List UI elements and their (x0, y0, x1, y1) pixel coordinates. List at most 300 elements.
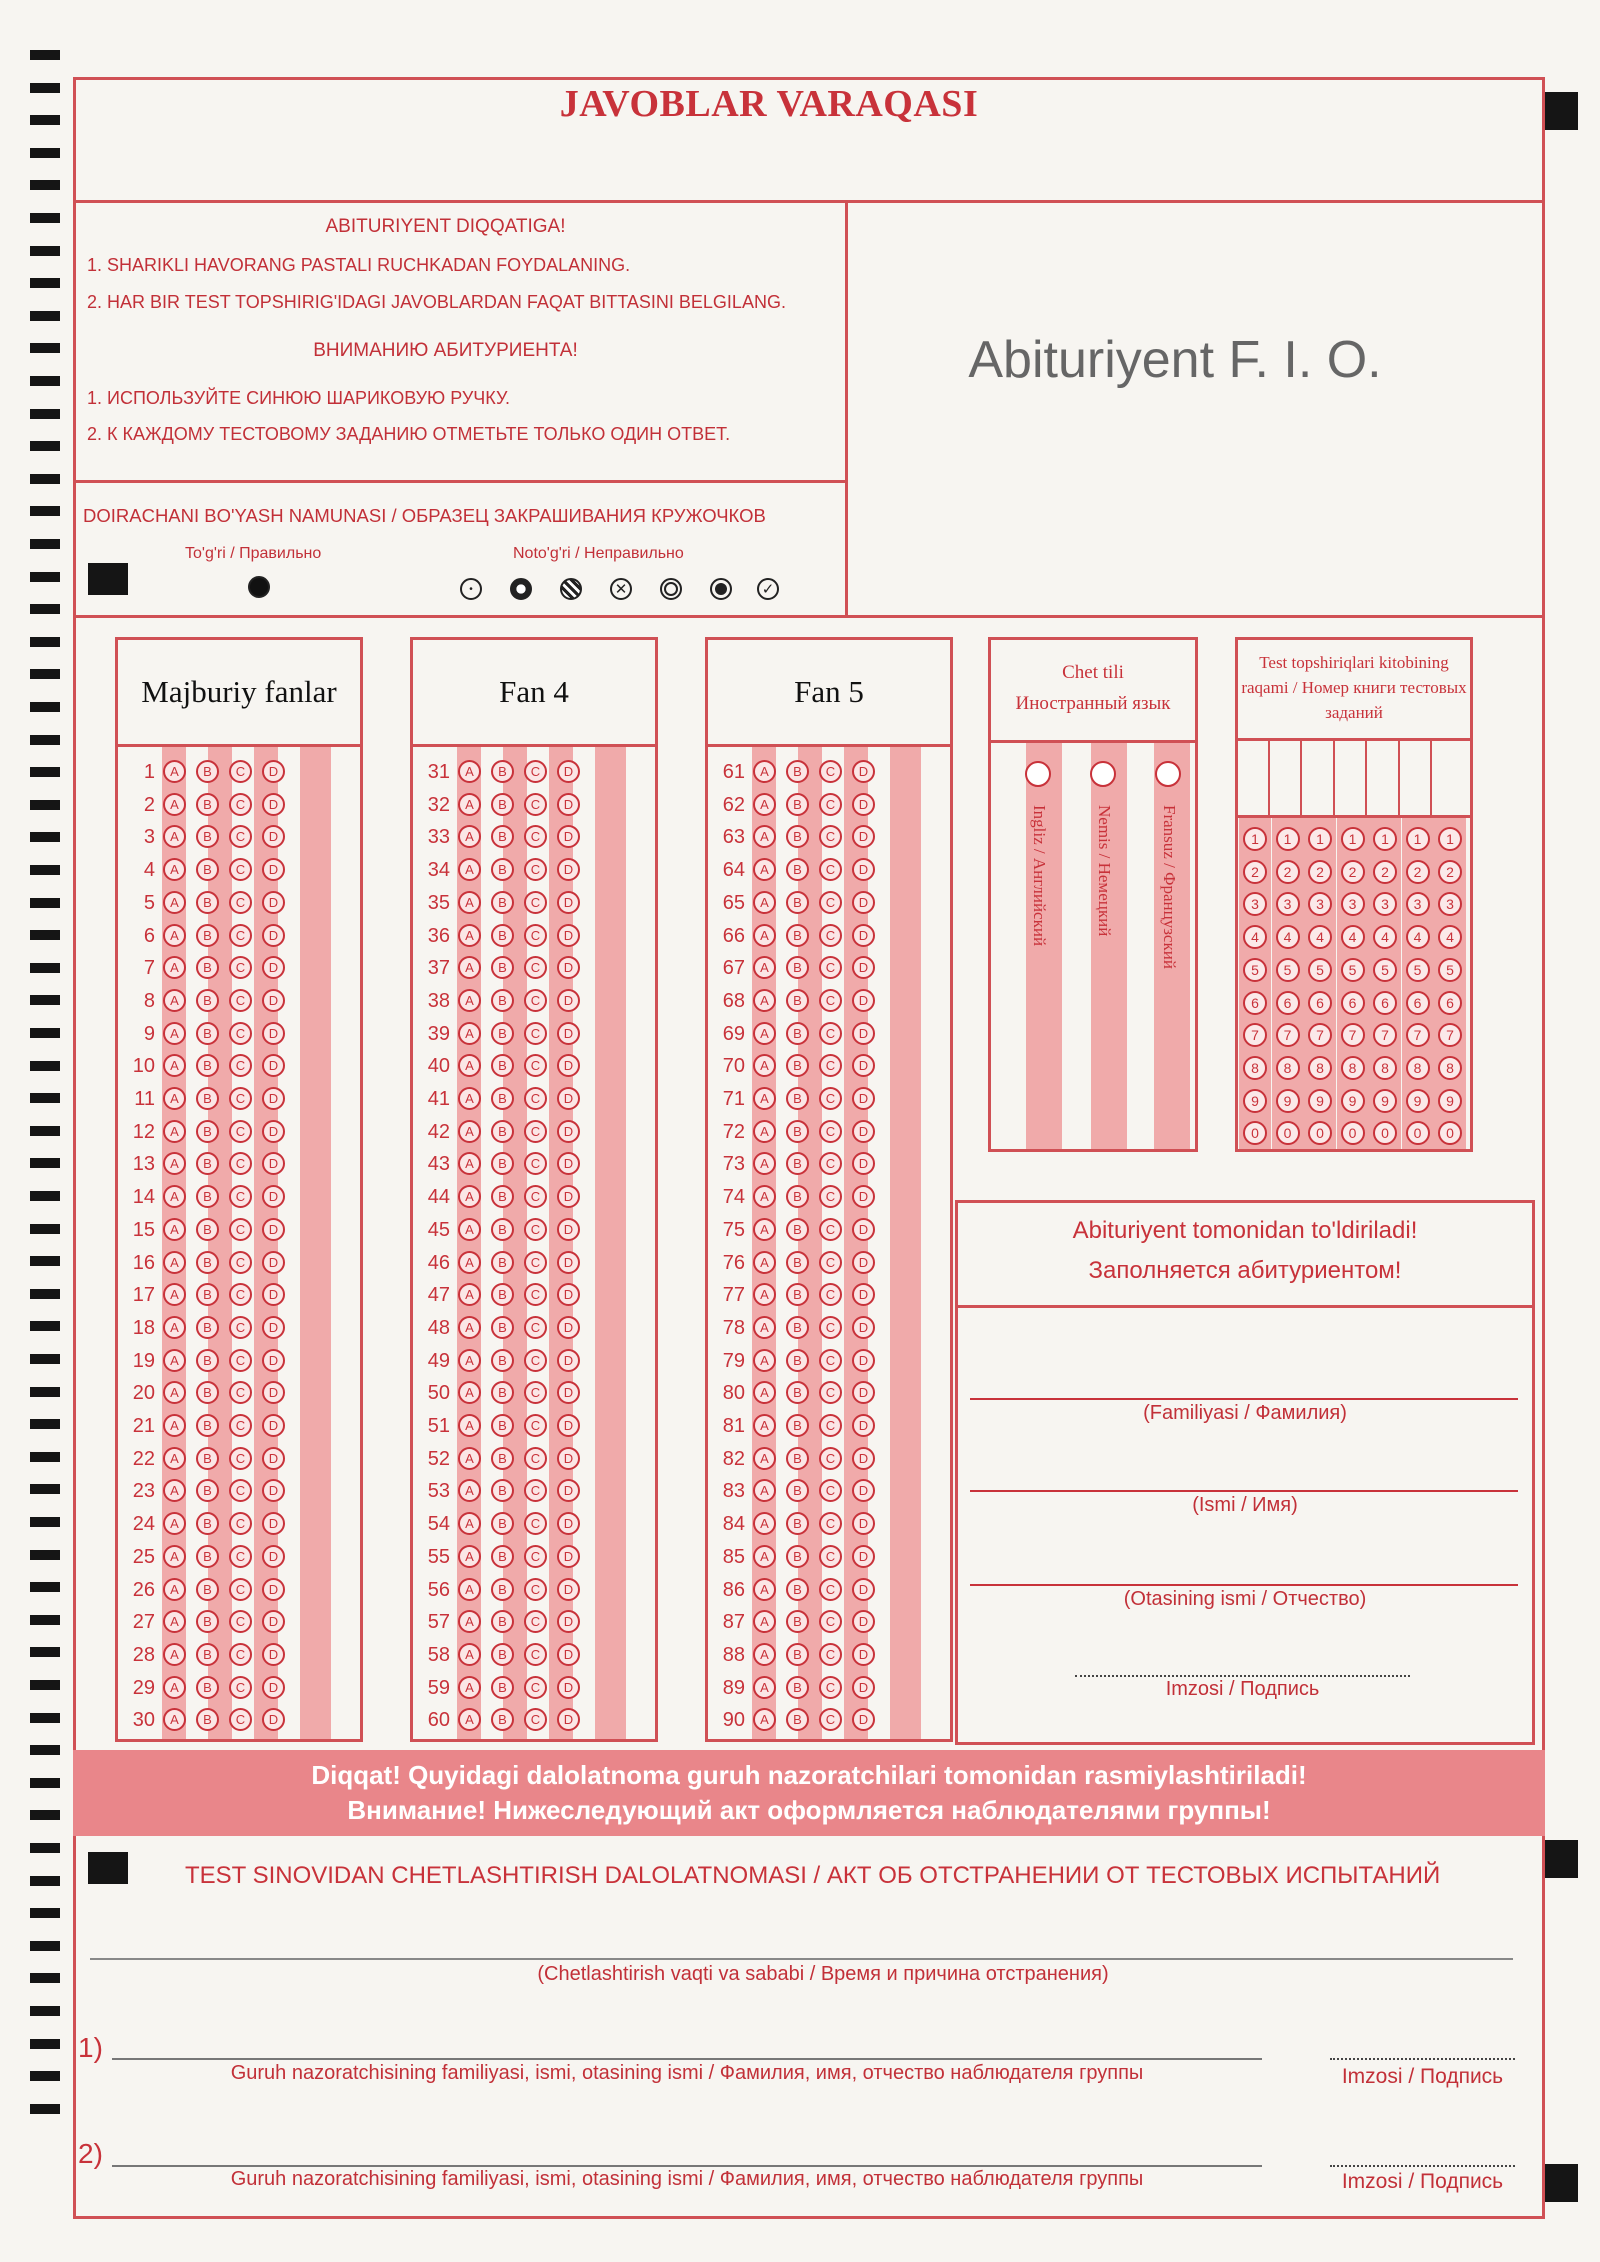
answer-bubble-a[interactable]: A (458, 1545, 481, 1568)
answer-bubble-d[interactable]: D (262, 1120, 285, 1143)
answer-bubble-c[interactable]: C (819, 1152, 842, 1175)
answer-bubble-b[interactable]: B (786, 858, 809, 881)
answer-bubble-c[interactable]: C (229, 1643, 252, 1666)
answer-bubble-c[interactable]: C (524, 924, 547, 947)
answer-bubble-a[interactable]: A (753, 956, 776, 979)
answer-bubble-d[interactable]: D (557, 760, 580, 783)
book-digit-bubble[interactable]: 6 (1243, 991, 1267, 1015)
answer-bubble-d[interactable]: D (557, 1218, 580, 1241)
answer-bubble-d[interactable]: D (852, 1022, 875, 1045)
answer-bubble-b[interactable]: B (196, 1414, 219, 1437)
answer-bubble-b[interactable]: B (786, 1578, 809, 1601)
answer-bubble-b[interactable]: B (786, 989, 809, 1012)
book-digit-bubble[interactable]: 9 (1373, 1089, 1397, 1113)
book-digit-bubble[interactable]: 3 (1276, 892, 1300, 916)
book-digit-bubble[interactable]: 8 (1438, 1056, 1462, 1080)
answer-bubble-d[interactable]: D (262, 1676, 285, 1699)
answer-bubble-d[interactable]: D (557, 1349, 580, 1372)
answer-bubble-c[interactable]: C (524, 1087, 547, 1110)
answer-bubble-b[interactable]: B (491, 956, 514, 979)
answer-bubble-b[interactable]: B (786, 1022, 809, 1045)
answer-bubble-c[interactable]: C (524, 1381, 547, 1404)
answer-bubble-b[interactable]: B (786, 956, 809, 979)
answer-bubble-a[interactable]: A (753, 1545, 776, 1568)
answer-bubble-b[interactable]: B (491, 1120, 514, 1143)
answer-bubble-b[interactable]: B (786, 1479, 809, 1502)
answer-bubble-d[interactable]: D (852, 1316, 875, 1339)
answer-bubble-a[interactable]: A (753, 1120, 776, 1143)
answer-bubble-b[interactable]: B (786, 1185, 809, 1208)
answer-bubble-b[interactable]: B (196, 1545, 219, 1568)
answer-bubble-c[interactable]: C (819, 825, 842, 848)
book-digit-bubble[interactable]: 3 (1243, 892, 1267, 916)
answer-bubble-c[interactable]: C (524, 1676, 547, 1699)
answer-bubble-a[interactable]: A (163, 1251, 186, 1274)
answer-bubble-b[interactable]: B (196, 1479, 219, 1502)
answer-bubble-b[interactable]: B (491, 891, 514, 914)
answer-bubble-a[interactable]: A (753, 1447, 776, 1470)
answer-bubble-c[interactable]: C (819, 1512, 842, 1535)
answer-bubble-a[interactable]: A (458, 1643, 481, 1666)
answer-bubble-a[interactable]: A (753, 1185, 776, 1208)
answer-bubble-b[interactable]: B (491, 1676, 514, 1699)
answer-bubble-a[interactable]: A (458, 989, 481, 1012)
answer-bubble-a[interactable]: A (753, 1316, 776, 1339)
answer-bubble-c[interactable]: C (524, 1316, 547, 1339)
book-digit-bubble[interactable]: 0 (1341, 1121, 1365, 1145)
answer-bubble-b[interactable]: B (491, 1022, 514, 1045)
answer-bubble-d[interactable]: D (262, 1414, 285, 1437)
answer-bubble-b[interactable]: B (491, 1381, 514, 1404)
book-digit-bubble[interactable]: 7 (1276, 1023, 1300, 1047)
answer-bubble-c[interactable]: C (819, 956, 842, 979)
answer-bubble-a[interactable]: A (163, 1022, 186, 1045)
answer-bubble-a[interactable]: A (163, 1479, 186, 1502)
book-digit-bubble[interactable]: 1 (1243, 827, 1267, 851)
answer-bubble-d[interactable]: D (852, 956, 875, 979)
answer-bubble-a[interactable]: A (458, 1218, 481, 1241)
answer-bubble-c[interactable]: C (229, 1316, 252, 1339)
book-digit-bubble[interactable]: 7 (1243, 1023, 1267, 1047)
answer-bubble-c[interactable]: C (819, 1120, 842, 1143)
answer-bubble-a[interactable]: A (753, 1610, 776, 1633)
answer-bubble-d[interactable]: D (262, 1152, 285, 1175)
answer-bubble-a[interactable]: A (458, 1054, 481, 1077)
answer-bubble-b[interactable]: B (786, 1054, 809, 1077)
answer-bubble-a[interactable]: A (458, 1251, 481, 1274)
answer-bubble-c[interactable]: C (524, 1578, 547, 1601)
answer-bubble-d[interactable]: D (557, 1381, 580, 1404)
book-digit-bubble[interactable]: 1 (1438, 827, 1462, 851)
answer-bubble-a[interactable]: A (753, 858, 776, 881)
book-digit-bubble[interactable]: 3 (1341, 892, 1365, 916)
answer-bubble-c[interactable]: C (524, 1708, 547, 1731)
answer-bubble-a[interactable]: A (458, 793, 481, 816)
answer-bubble-a[interactable]: A (163, 1708, 186, 1731)
answer-bubble-b[interactable]: B (786, 1152, 809, 1175)
answer-bubble-b[interactable]: B (491, 1316, 514, 1339)
answer-bubble-a[interactable]: A (163, 1512, 186, 1535)
book-digit-bubble[interactable]: 9 (1406, 1089, 1430, 1113)
answer-bubble-a[interactable]: A (458, 1708, 481, 1731)
answer-bubble-b[interactable]: B (196, 1349, 219, 1372)
answer-bubble-a[interactable]: A (163, 1152, 186, 1175)
answer-bubble-a[interactable]: A (753, 1054, 776, 1077)
answer-bubble-d[interactable]: D (852, 1087, 875, 1110)
book-digit-bubble[interactable]: 6 (1276, 991, 1300, 1015)
book-digit-bubble[interactable]: 0 (1276, 1121, 1300, 1145)
answer-bubble-b[interactable]: B (196, 1447, 219, 1470)
answer-bubble-b[interactable]: B (196, 1512, 219, 1535)
answer-bubble-b[interactable]: B (196, 1218, 219, 1241)
answer-bubble-b[interactable]: B (786, 1381, 809, 1404)
book-digit-bubble[interactable]: 8 (1341, 1056, 1365, 1080)
answer-bubble-c[interactable]: C (524, 793, 547, 816)
answer-bubble-d[interactable]: D (557, 1610, 580, 1633)
book-digit-bubble[interactable]: 8 (1243, 1056, 1267, 1080)
answer-bubble-b[interactable]: B (196, 989, 219, 1012)
answer-bubble-c[interactable]: C (229, 1545, 252, 1568)
book-digit-bubble[interactable]: 4 (1438, 925, 1462, 949)
answer-bubble-a[interactable]: A (458, 1349, 481, 1372)
book-digit-bubble[interactable]: 4 (1276, 925, 1300, 949)
book-digit-bubble[interactable]: 4 (1308, 925, 1332, 949)
answer-bubble-b[interactable]: B (786, 1708, 809, 1731)
answer-bubble-c[interactable]: C (229, 1676, 252, 1699)
answer-bubble-c[interactable]: C (524, 1610, 547, 1633)
answer-bubble-b[interactable]: B (196, 1578, 219, 1601)
answer-bubble-a[interactable]: A (458, 1414, 481, 1437)
answer-bubble-a[interactable]: A (753, 1414, 776, 1437)
answer-bubble-b[interactable]: B (491, 1185, 514, 1208)
book-digit-bubble[interactable]: 5 (1373, 958, 1397, 982)
answer-bubble-a[interactable]: A (458, 1185, 481, 1208)
answer-bubble-d[interactable]: D (262, 1218, 285, 1241)
answer-bubble-c[interactable]: C (819, 1578, 842, 1601)
answer-bubble-b[interactable]: B (196, 1643, 219, 1666)
answer-bubble-a[interactable]: A (458, 1283, 481, 1306)
answer-bubble-b[interactable]: B (786, 1610, 809, 1633)
answer-bubble-c[interactable]: C (229, 1610, 252, 1633)
answer-bubble-b[interactable]: B (196, 924, 219, 947)
answer-bubble-c[interactable]: C (229, 1447, 252, 1470)
answer-bubble-c[interactable]: C (819, 1708, 842, 1731)
answer-bubble-a[interactable]: A (163, 989, 186, 1012)
answer-bubble-b[interactable]: B (491, 1447, 514, 1470)
answer-bubble-c[interactable]: C (819, 1316, 842, 1339)
answer-bubble-a[interactable]: A (163, 1414, 186, 1437)
book-digit-bubble[interactable]: 1 (1341, 827, 1365, 851)
answer-bubble-a[interactable]: A (753, 793, 776, 816)
answer-bubble-c[interactable]: C (229, 1708, 252, 1731)
answer-bubble-a[interactable]: A (753, 1708, 776, 1731)
answer-bubble-c[interactable]: C (819, 1054, 842, 1077)
answer-bubble-b[interactable]: B (786, 793, 809, 816)
answer-bubble-d[interactable]: D (262, 1643, 285, 1666)
book-digit-bubble[interactable]: 8 (1308, 1056, 1332, 1080)
book-digit-bubble[interactable]: 9 (1341, 1089, 1365, 1113)
answer-bubble-d[interactable]: D (852, 1185, 875, 1208)
answer-bubble-c[interactable]: C (229, 1381, 252, 1404)
answer-bubble-c[interactable]: C (819, 989, 842, 1012)
answer-bubble-c[interactable]: C (524, 1447, 547, 1470)
answer-bubble-a[interactable]: A (753, 1022, 776, 1045)
answer-bubble-a[interactable]: A (163, 1349, 186, 1372)
book-digit-bubble[interactable]: 8 (1276, 1056, 1300, 1080)
answer-bubble-d[interactable]: D (262, 760, 285, 783)
answer-bubble-b[interactable]: B (491, 793, 514, 816)
answer-bubble-b[interactable]: B (196, 1087, 219, 1110)
answer-bubble-a[interactable]: A (163, 1676, 186, 1699)
answer-bubble-c[interactable]: C (524, 1251, 547, 1274)
answer-bubble-d[interactable]: D (262, 956, 285, 979)
book-digit-bubble[interactable]: 0 (1373, 1121, 1397, 1145)
answer-bubble-b[interactable]: B (786, 891, 809, 914)
answer-bubble-c[interactable]: C (229, 793, 252, 816)
answer-bubble-d[interactable]: D (262, 1087, 285, 1110)
answer-bubble-d[interactable]: D (852, 1414, 875, 1437)
answer-bubble-d[interactable]: D (557, 1283, 580, 1306)
answer-bubble-d[interactable]: D (262, 1054, 285, 1077)
answer-bubble-a[interactable]: A (163, 1120, 186, 1143)
book-digit-bubble[interactable]: 6 (1406, 991, 1430, 1015)
answer-bubble-b[interactable]: B (786, 825, 809, 848)
book-digit-bubble[interactable]: 9 (1276, 1089, 1300, 1113)
answer-bubble-d[interactable]: D (852, 1349, 875, 1372)
answer-bubble-b[interactable]: B (491, 1054, 514, 1077)
answer-bubble-b[interactable]: B (196, 956, 219, 979)
answer-bubble-a[interactable]: A (458, 1447, 481, 1470)
answer-bubble-a[interactable]: A (753, 1381, 776, 1404)
answer-bubble-c[interactable]: C (524, 858, 547, 881)
answer-bubble-a[interactable]: A (458, 1022, 481, 1045)
answer-bubble-c[interactable]: C (524, 1512, 547, 1535)
answer-bubble-d[interactable]: D (262, 1349, 285, 1372)
answer-bubble-d[interactable]: D (852, 1676, 875, 1699)
book-digit-bubble[interactable]: 7 (1308, 1023, 1332, 1047)
answer-bubble-a[interactable]: A (163, 1087, 186, 1110)
book-digit-bubble[interactable]: 9 (1243, 1089, 1267, 1113)
answer-bubble-c[interactable]: C (819, 891, 842, 914)
answer-bubble-c[interactable]: C (524, 1022, 547, 1045)
answer-bubble-d[interactable]: D (852, 1054, 875, 1077)
answer-bubble-c[interactable]: C (229, 924, 252, 947)
book-digit-bubble[interactable]: 1 (1406, 827, 1430, 851)
answer-bubble-b[interactable]: B (491, 1708, 514, 1731)
answer-bubble-d[interactable]: D (557, 825, 580, 848)
book-digit-bubble[interactable]: 2 (1373, 860, 1397, 884)
answer-bubble-d[interactable]: D (852, 891, 875, 914)
answer-bubble-d[interactable]: D (852, 1447, 875, 1470)
answer-bubble-b[interactable]: B (491, 1283, 514, 1306)
answer-bubble-c[interactable]: C (819, 1218, 842, 1241)
answer-bubble-b[interactable]: B (196, 1676, 219, 1699)
answer-bubble-d[interactable]: D (557, 989, 580, 1012)
answer-bubble-d[interactable]: D (262, 1283, 285, 1306)
answer-bubble-d[interactable]: D (262, 1578, 285, 1601)
book-digit-bubble[interactable]: 5 (1276, 958, 1300, 982)
book-digit-bubble[interactable]: 9 (1308, 1089, 1332, 1113)
answer-bubble-c[interactable]: C (524, 1479, 547, 1502)
book-digit-bubble[interactable]: 6 (1373, 991, 1397, 1015)
answer-bubble-d[interactable]: D (852, 989, 875, 1012)
answer-bubble-c[interactable]: C (229, 1283, 252, 1306)
answer-bubble-d[interactable]: D (852, 1218, 875, 1241)
answer-bubble-b[interactable]: B (786, 1643, 809, 1666)
answer-bubble-a[interactable]: A (163, 1610, 186, 1633)
answer-bubble-c[interactable]: C (229, 858, 252, 881)
answer-bubble-a[interactable]: A (163, 956, 186, 979)
answer-bubble-c[interactable]: C (229, 1022, 252, 1045)
answer-bubble-d[interactable]: D (557, 956, 580, 979)
book-digit-bubble[interactable]: 2 (1308, 860, 1332, 884)
answer-bubble-a[interactable]: A (163, 1545, 186, 1568)
answer-bubble-a[interactable]: A (163, 825, 186, 848)
answer-bubble-d[interactable]: D (262, 891, 285, 914)
book-digit-bubble[interactable]: 2 (1406, 860, 1430, 884)
answer-bubble-a[interactable]: A (458, 956, 481, 979)
answer-bubble-b[interactable]: B (196, 760, 219, 783)
answer-bubble-d[interactable]: D (852, 825, 875, 848)
answer-bubble-d[interactable]: D (557, 1120, 580, 1143)
answer-bubble-a[interactable]: A (753, 1643, 776, 1666)
answer-bubble-b[interactable]: B (196, 1708, 219, 1731)
answer-bubble-d[interactable]: D (557, 793, 580, 816)
answer-bubble-c[interactable]: C (524, 760, 547, 783)
answer-bubble-d[interactable]: D (557, 1022, 580, 1045)
answer-bubble-c[interactable]: C (229, 1152, 252, 1175)
answer-bubble-a[interactable]: A (163, 1185, 186, 1208)
answer-bubble-b[interactable]: B (196, 825, 219, 848)
answer-bubble-d[interactable]: D (852, 1578, 875, 1601)
answer-bubble-c[interactable]: C (229, 825, 252, 848)
answer-bubble-c[interactable]: C (819, 793, 842, 816)
answer-bubble-b[interactable]: B (196, 1022, 219, 1045)
answer-bubble-b[interactable]: B (786, 760, 809, 783)
answer-bubble-d[interactable]: D (852, 1512, 875, 1535)
answer-bubble-a[interactable]: A (458, 924, 481, 947)
answer-bubble-a[interactable]: A (753, 1512, 776, 1535)
answer-bubble-c[interactable]: C (819, 1381, 842, 1404)
answer-bubble-b[interactable]: B (491, 825, 514, 848)
book-digit-bubble[interactable]: 0 (1438, 1121, 1462, 1145)
answer-bubble-d[interactable]: D (262, 1316, 285, 1339)
answer-bubble-c[interactable]: C (819, 1022, 842, 1045)
book-digit-bubble[interactable]: 7 (1438, 1023, 1462, 1047)
answer-bubble-c[interactable]: C (819, 760, 842, 783)
book-digit-bubble[interactable]: 2 (1243, 860, 1267, 884)
answer-bubble-d[interactable]: D (262, 1447, 285, 1470)
answer-bubble-c[interactable]: C (229, 891, 252, 914)
answer-bubble-c[interactable]: C (819, 1610, 842, 1633)
book-digit-bubble[interactable]: 9 (1438, 1089, 1462, 1113)
answer-bubble-d[interactable]: D (557, 1185, 580, 1208)
answer-bubble-c[interactable]: C (524, 1283, 547, 1306)
answer-bubble-d[interactable]: D (262, 1479, 285, 1502)
answer-bubble-c[interactable]: C (819, 1283, 842, 1306)
answer-bubble-d[interactable]: D (852, 793, 875, 816)
answer-bubble-a[interactable]: A (163, 793, 186, 816)
answer-bubble-c[interactable]: C (819, 858, 842, 881)
answer-bubble-d[interactable]: D (557, 1054, 580, 1077)
answer-bubble-a[interactable]: A (458, 1578, 481, 1601)
answer-bubble-d[interactable]: D (557, 1251, 580, 1274)
answer-bubble-a[interactable]: A (458, 1512, 481, 1535)
answer-bubble-b[interactable]: B (491, 1479, 514, 1502)
answer-bubble-b[interactable]: B (491, 1512, 514, 1535)
book-digit-bubble[interactable]: 5 (1341, 958, 1365, 982)
answer-bubble-b[interactable]: B (196, 1185, 219, 1208)
answer-bubble-d[interactable]: D (262, 1381, 285, 1404)
book-digit-bubble[interactable]: 8 (1373, 1056, 1397, 1080)
answer-bubble-c[interactable]: C (524, 891, 547, 914)
answer-bubble-a[interactable]: A (753, 989, 776, 1012)
answer-bubble-a[interactable]: A (458, 858, 481, 881)
answer-bubble-c[interactable]: C (229, 1218, 252, 1241)
answer-bubble-c[interactable]: C (819, 1414, 842, 1437)
answer-bubble-d[interactable]: D (852, 760, 875, 783)
answer-bubble-a[interactable]: A (458, 1120, 481, 1143)
answer-bubble-d[interactable]: D (262, 1022, 285, 1045)
answer-bubble-d[interactable]: D (557, 1545, 580, 1568)
answer-bubble-a[interactable]: A (753, 1283, 776, 1306)
answer-bubble-a[interactable]: A (753, 1251, 776, 1274)
answer-bubble-a[interactable]: A (163, 1316, 186, 1339)
answer-bubble-b[interactable]: B (196, 1152, 219, 1175)
book-digit-bubble[interactable]: 0 (1308, 1121, 1332, 1145)
book-digit-bubble[interactable]: 6 (1341, 991, 1365, 1015)
answer-bubble-b[interactable]: B (786, 1218, 809, 1241)
book-digit-bubble[interactable]: 1 (1373, 827, 1397, 851)
answer-bubble-c[interactable]: C (229, 1087, 252, 1110)
book-digit-bubble[interactable]: 5 (1243, 958, 1267, 982)
answer-bubble-d[interactable]: D (852, 1610, 875, 1633)
answer-bubble-d[interactable]: D (557, 1479, 580, 1502)
answer-bubble-c[interactable]: C (524, 1643, 547, 1666)
book-digit-bubble[interactable]: 3 (1406, 892, 1430, 916)
answer-bubble-d[interactable]: D (262, 1185, 285, 1208)
answer-bubble-a[interactable]: A (753, 1218, 776, 1241)
book-digit-bubble[interactable]: 7 (1373, 1023, 1397, 1047)
answer-bubble-d[interactable]: D (557, 1643, 580, 1666)
book-digit-bubble[interactable]: 3 (1308, 892, 1332, 916)
answer-bubble-d[interactable]: D (557, 1414, 580, 1437)
answer-bubble-c[interactable]: C (819, 1087, 842, 1110)
answer-bubble-d[interactable]: D (262, 825, 285, 848)
answer-bubble-c[interactable]: C (229, 1479, 252, 1502)
answer-bubble-b[interactable]: B (786, 1676, 809, 1699)
answer-bubble-c[interactable]: C (229, 1414, 252, 1437)
answer-bubble-c[interactable]: C (524, 825, 547, 848)
answer-bubble-b[interactable]: B (491, 760, 514, 783)
answer-bubble-c[interactable]: C (524, 1218, 547, 1241)
answer-bubble-a[interactable]: A (163, 1643, 186, 1666)
answer-bubble-c[interactable]: C (524, 1152, 547, 1175)
answer-bubble-c[interactable]: C (819, 1447, 842, 1470)
answer-bubble-b[interactable]: B (786, 1349, 809, 1372)
answer-bubble-c[interactable]: C (229, 1054, 252, 1077)
book-digit-bubble[interactable]: 6 (1438, 991, 1462, 1015)
answer-bubble-d[interactable]: D (557, 1676, 580, 1699)
answer-bubble-b[interactable]: B (196, 1381, 219, 1404)
answer-bubble-b[interactable]: B (491, 1218, 514, 1241)
answer-bubble-a[interactable]: A (753, 1479, 776, 1502)
answer-bubble-b[interactable]: B (786, 1283, 809, 1306)
answer-bubble-d[interactable]: D (557, 1708, 580, 1731)
answer-bubble-c[interactable]: C (819, 1349, 842, 1372)
answer-bubble-a[interactable]: A (458, 1152, 481, 1175)
answer-bubble-a[interactable]: A (163, 858, 186, 881)
